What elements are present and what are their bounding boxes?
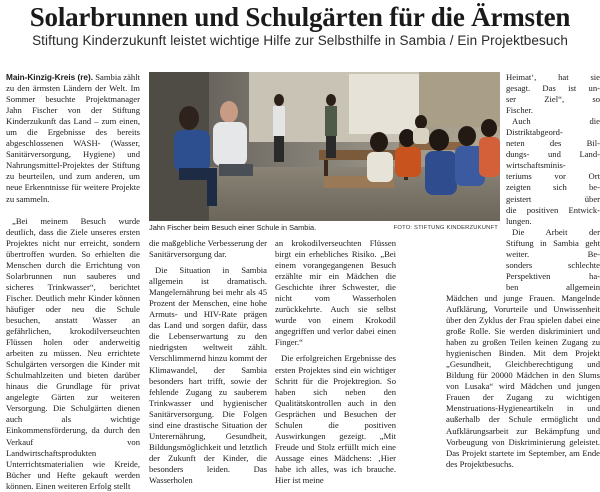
article-column-3 [275, 238, 396, 485]
lead-text: Sambia zählt zu den ärmsten Ländern der Welt. Im Sommer besuchte Projektmanager Jahn Fischer von der Stiftung Kinderzukunft das Land – zum einen, um die Ergebnisse des bereits abgeschlossenen WASH- (Wasser, Sanitärversorgung, Hygiene) und Nahrungsmittel-Projektes der Stiftung zu beurteilen, und zum anderen, um neue Erkenntnisse für weitere Projekte zu sammeln. [6, 72, 140, 204]
column-4-runaround [446, 72, 600, 293]
text-line: ben allgemein [506, 281, 600, 292]
text-line: zeigten sich be- [506, 182, 600, 193]
paragraph: „Bei meinem Besuch wurde deutlich, dass die Ziele unseres ersten Projektes nicht nur erreicht, sondern übertroffen wurden. So erhielten die Menschen durch die Errichtung von Solarbrunnen nun sauberes und sicheres Trinkwasser“, berichtet Fischer. Deutlich mehr Kinder können häufiger oder neu die Schule besuchen, anstatt Wasser an gefährlichen, krokodilverseuchten Flüssen holen oder anderweitig arbeiten zu müssen. Neu errichtete Schulgärten versorgen die Kinder mit Schulmahlzeiten und bieten darüber hinaus die Grundlage für privat angelegte Gärten zur weiteren Versorgung. Die Schulgärten dienen auch als wichtige Einkommensförderung, da durch den Verkauf von Landwirtschaftsprodukten Unterrichtsmaterialien wie Kreide, Bücher und Hefte gekauft werden können. Einen weiteren Erfolg stellt [6, 215, 140, 491]
text-line: Auch die [512, 116, 600, 127]
paragraph: Die Situation in Sambia allgemein ist dramatisch. Mangelernährung bei mehr als 45 Prozent der Menschen, eine hohe Armuts- und HIV-Rate prägen das Land und sorgen dafür, dass die Lebenserwartung zu den niedrigsten weltweit zählt. Verschlimmernd hinzu kommt der Klimawandel, der Sambia besonders hart trifft, sowie der fehlende Zugang zu sauberem Trinkwasser und hygienischer Sanitärversorgung. Die Folgen sind eine drastische Situation der Unterernährung, Gesundheit, Bildungsmöglichkeit und letztlich der Zukunft der Kinder, die besonders leiden. Das Wasserholen [149, 265, 267, 485]
article-headline: Solarbrunnen und Schulgärten für die Ärmsten [29, 2, 571, 32]
article-subheadline: Stiftung Kinderzukunft leistet wichtige Hilfe zur Selbsthilfe in Sambia / Ein Projektbesuch [32, 33, 568, 48]
article-column-2 [149, 238, 267, 485]
text-line: ser Ziel“, so [506, 94, 600, 105]
text-line: die positiven Entwick- [506, 204, 600, 215]
text-line: geistert über [506, 193, 600, 204]
text-line: Fischer. [506, 105, 533, 116]
text-line: lungen. [506, 215, 532, 226]
paragraph: die maßgebliche Verbesserung der Sanitärversorgung dar. [149, 238, 267, 260]
paragraph: Mädchen und junge Frauen. Mangelnde Aufklärung, Vorurteile und Unwissenheit über den Zyklus der Frau spielen dabei eine große Rolle. Sie werden diskriminiert und haben zu großen Teilen keinen Zugang zu hygienischen Binden. Mit dem Projekt „Gesundheit, Gleichberechtigung und Bildung für 20000 Mädchen in den Slums von Lusaka“ wird Mädchen und jungen Frauen der Zugang zu wichtigen Menstruations-Hygieneartikeln in und außerhalb der Schule ermöglicht und Aufklärungsarbeit zur Bekämpfung und Vorbeugung von Diskriminierung geleistet. Das Projekt startete im September, am Ende des Projektbesuchs. [446, 292, 600, 469]
photo-credit: FOTO: STIFTUNG KINDERZUKUNFT [393, 225, 498, 231]
article-lead-paragraph [6, 72, 140, 205]
text-line: sonders schlechte [506, 259, 600, 270]
text-line: dungs- und Land- [506, 149, 600, 160]
paragraph: Die erfolgreichen Ergebnisse des ersten Projektes sind ein wichtiger Schritt für die Projektregion. So haben sich neben den Qualitätskontrollen auch in den Gesprächen und Besuchen der Schulen die positiven Auswirkungen gezeigt. „Mit Freude und Stolz erfüllt mich eine Aussage eines Mädchens: ‚Hier habe ich alles, was ich brauche. Hier ist meine [275, 353, 396, 485]
text-line: gesagt. Das ist un- [506, 83, 600, 94]
article-column-4 [446, 72, 600, 469]
text-line: Die Arbeit der [512, 226, 600, 237]
text-line: Perspektiven ha- [506, 270, 600, 281]
dateline: Main-Kinzig-Kreis (re). [6, 73, 93, 82]
text-line: Stiftung in Sambia geht [506, 237, 600, 248]
text-line: neten des Bil- [506, 138, 600, 149]
text-line: wirtschaftsminis- [506, 160, 566, 171]
article-column-1 [6, 72, 140, 491]
caption-text: Jahn Fischer beim Besuch einer Schule in Sambia. [149, 223, 317, 232]
text-line: Heimat‘, hat sie [506, 72, 600, 82]
paragraph: an krokodilverseuchten Flüssen birgt ein erhebliches Risiko. „Bei einem vorangegangenen Besuch erzählte mir ein Mädchen die Geschichte ihrer Schwester, die nicht vom Wasserholen zurückkehrte. Auch sie selbst wurde von einem Krokodil angegriffen und verlor dabei einen Finger.“ [275, 238, 396, 348]
text-line: weiter. Be- [506, 248, 600, 259]
text-line: teriums vor Ort [506, 171, 600, 182]
text-line: Distriktabgeord- [506, 127, 563, 138]
